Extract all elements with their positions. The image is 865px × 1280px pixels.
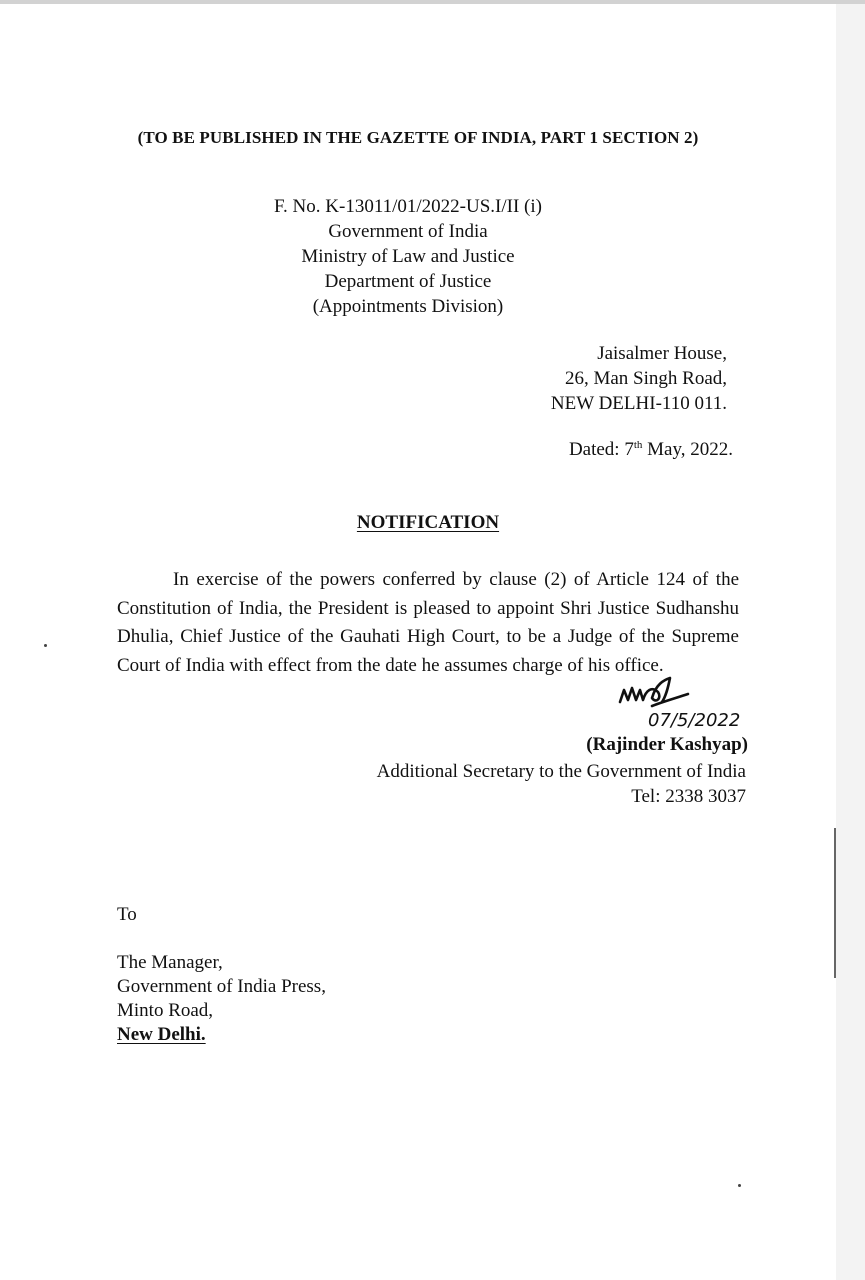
- handwritten-signature: [612, 672, 772, 736]
- speck-mark: [44, 644, 47, 647]
- office-header: [0, 194, 816, 319]
- address-line-3: NEW DELHI-110 011.: [550, 393, 727, 414]
- recipient-line-1: The Manager,: [117, 952, 223, 973]
- file-number: F. No. K-13011/01/2022-US.I/II (i): [274, 196, 542, 217]
- date-ordinal: th: [633, 439, 643, 451]
- document-page: [0, 4, 836, 1280]
- speck-mark: [738, 1184, 741, 1187]
- signature-date: 07/5/2022: [648, 710, 741, 731]
- signer-name: (Rajinder Kashyap): [586, 734, 748, 755]
- department-name: Department of Justice: [324, 271, 492, 292]
- date-rest: May, 2022.: [642, 439, 733, 460]
- address-line-2: 26, Man Singh Road,: [564, 368, 727, 389]
- date-prefix: Dated: 7: [568, 439, 634, 460]
- signer-block: [377, 759, 746, 809]
- recipient-address: [117, 951, 326, 1047]
- gazette-header: (TO BE PUBLISHED IN THE GAZETTE OF INDIA, PART 1 SECTION 2): [137, 128, 699, 147]
- notification-body: In exercise of the powers conferred by clause (2) of Article 124 of the Constitution of India, the President is pleased to appoint Shri Justice Sudhanshu Dhulia, Chief Justice of the Gauhati High Court, to be a Judge of the Supreme Court of India with effect from the date he assumes charge of his office.: [117, 569, 739, 676]
- date-line: [569, 437, 733, 462]
- ministry-name: Ministry of Law and Justice: [301, 246, 515, 267]
- signer-telephone: Tel: 2338 3037: [631, 786, 746, 807]
- right-margin-strip: [836, 4, 865, 1280]
- recipient-line-3: Minto Road,: [117, 1000, 214, 1021]
- notification-title: NOTIFICATION: [356, 512, 500, 533]
- scrollbar-track[interactable]: [834, 828, 836, 978]
- signer-designation: Additional Secretary to the Government of India: [376, 761, 746, 782]
- government-name: Government of India: [328, 221, 488, 242]
- address-line-1: Jaisalmer House,: [597, 343, 727, 364]
- to-label: To: [117, 904, 137, 925]
- recipient-city: New Delhi.: [117, 1024, 206, 1045]
- office-address: [551, 341, 727, 416]
- recipient-line-2: Government of India Press,: [117, 976, 326, 997]
- division-name: (Appointments Division): [312, 296, 504, 317]
